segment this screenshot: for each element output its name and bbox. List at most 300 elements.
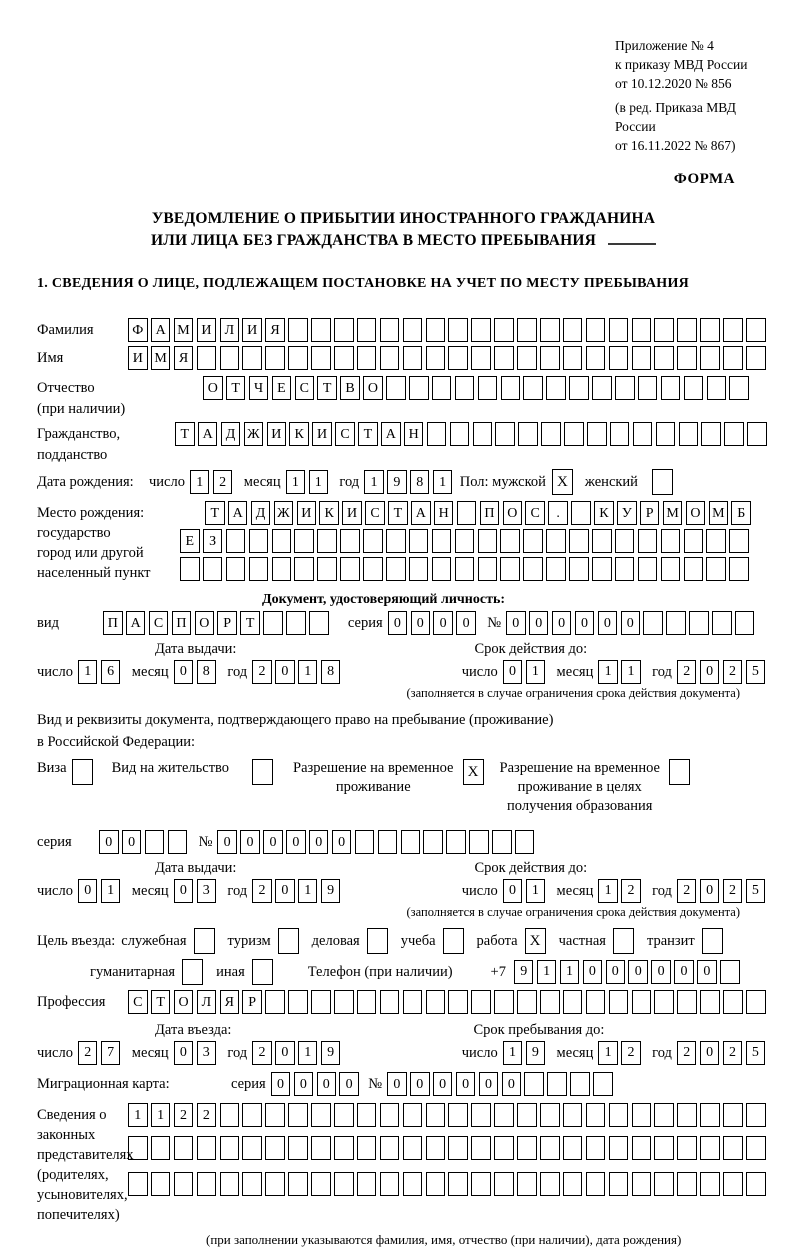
char-cell[interactable]	[563, 990, 583, 1014]
char-cell[interactable]: А	[198, 422, 218, 446]
char-cell[interactable]: О	[174, 990, 194, 1014]
char-cell[interactable]	[457, 501, 477, 525]
char-cell[interactable]: Я	[220, 990, 240, 1014]
char-cell[interactable]: Б	[731, 501, 751, 525]
char-cell[interactable]	[357, 1172, 377, 1196]
char-cell[interactable]: 1	[526, 879, 546, 903]
char-cell[interactable]	[471, 1103, 491, 1127]
char-cell[interactable]	[432, 557, 452, 581]
char-cell[interactable]: 1	[151, 1103, 171, 1127]
char-cell[interactable]	[494, 318, 514, 342]
char-cell[interactable]: 0	[174, 1041, 194, 1065]
char-cell[interactable]	[355, 830, 375, 854]
char-cell[interactable]	[494, 1136, 514, 1160]
char-cell[interactable]	[592, 376, 612, 400]
char-cell[interactable]	[700, 990, 720, 1014]
char-cell[interactable]: 9	[526, 1041, 546, 1065]
char-cell[interactable]: Т	[226, 376, 246, 400]
char-cell[interactable]: 0	[503, 879, 523, 903]
char-cell[interactable]	[226, 557, 246, 581]
char-cell[interactable]: Ф	[128, 318, 148, 342]
char-cell[interactable]: О	[363, 376, 383, 400]
char-cell[interactable]	[471, 1172, 491, 1196]
char-cell[interactable]	[357, 1103, 377, 1127]
char-cell[interactable]: И	[197, 318, 217, 342]
char-cell[interactable]: Е	[180, 529, 200, 553]
char-cell[interactable]: 1	[560, 960, 580, 984]
char-cell[interactable]: 2	[723, 660, 743, 684]
char-cell[interactable]	[363, 529, 383, 553]
char-cell[interactable]	[661, 529, 681, 553]
char-cell[interactable]	[563, 1103, 583, 1127]
char-cell[interactable]	[203, 557, 223, 581]
char-cell[interactable]	[701, 422, 721, 446]
char-cell[interactable]	[615, 529, 635, 553]
char-cell[interactable]	[724, 422, 744, 446]
char-cell[interactable]	[517, 1103, 537, 1127]
char-cell[interactable]: А	[381, 422, 401, 446]
char-cell[interactable]: 1	[598, 660, 618, 684]
char-cell[interactable]: М	[663, 501, 683, 525]
char-cell[interactable]: П	[480, 501, 500, 525]
char-cell[interactable]: К	[319, 501, 339, 525]
char-cell[interactable]	[546, 376, 566, 400]
char-cell[interactable]	[311, 1172, 331, 1196]
char-cell[interactable]	[174, 1136, 194, 1160]
purpose-tourism-checkbox[interactable]	[278, 928, 299, 954]
char-cell[interactable]	[426, 1103, 446, 1127]
char-cell[interactable]	[288, 1103, 308, 1127]
char-cell[interactable]: С	[295, 376, 315, 400]
char-cell[interactable]	[679, 422, 699, 446]
char-cell[interactable]	[492, 830, 512, 854]
char-cell[interactable]	[540, 1136, 560, 1160]
char-cell[interactable]: 0	[529, 611, 549, 635]
char-cell[interactable]	[427, 422, 447, 446]
char-cell[interactable]: 3	[197, 1041, 217, 1065]
char-cell[interactable]	[265, 1172, 285, 1196]
char-cell[interactable]	[309, 611, 329, 635]
char-cell[interactable]: 3	[197, 879, 217, 903]
char-cell[interactable]: 0	[78, 879, 98, 903]
char-cell[interactable]	[334, 1136, 354, 1160]
char-cell[interactable]	[450, 422, 470, 446]
char-cell[interactable]	[197, 346, 217, 370]
char-cell[interactable]	[569, 376, 589, 400]
char-cell[interactable]: 0	[309, 830, 329, 854]
char-cell[interactable]: 0	[294, 1072, 314, 1096]
char-cell[interactable]: 0	[217, 830, 237, 854]
char-cell[interactable]: Л	[197, 990, 217, 1014]
char-cell[interactable]: С	[525, 501, 545, 525]
char-cell[interactable]	[409, 529, 429, 553]
char-cell[interactable]	[242, 1136, 262, 1160]
char-cell[interactable]	[403, 990, 423, 1014]
char-cell[interactable]: Ж	[274, 501, 294, 525]
char-cell[interactable]: И	[267, 422, 287, 446]
char-cell[interactable]: 0	[502, 1072, 522, 1096]
char-cell[interactable]	[448, 990, 468, 1014]
char-cell[interactable]	[340, 529, 360, 553]
char-cell[interactable]	[661, 376, 681, 400]
char-cell[interactable]	[311, 1136, 331, 1160]
char-cell[interactable]	[409, 557, 429, 581]
char-cell[interactable]	[723, 318, 743, 342]
visa-checkbox[interactable]	[72, 759, 93, 785]
char-cell[interactable]: О	[203, 376, 223, 400]
char-cell[interactable]	[689, 611, 709, 635]
char-cell[interactable]	[242, 1103, 262, 1127]
char-cell[interactable]	[272, 529, 292, 553]
char-cell[interactable]	[471, 318, 491, 342]
char-cell[interactable]	[446, 830, 466, 854]
char-cell[interactable]: 0	[263, 830, 283, 854]
char-cell[interactable]	[311, 318, 331, 342]
char-cell[interactable]: 0	[552, 611, 572, 635]
char-cell[interactable]	[265, 990, 285, 1014]
char-cell[interactable]	[586, 1103, 606, 1127]
char-cell[interactable]	[569, 529, 589, 553]
char-cell[interactable]	[500, 557, 520, 581]
char-cell[interactable]	[654, 346, 674, 370]
char-cell[interactable]	[587, 422, 607, 446]
char-cell[interactable]	[426, 1172, 446, 1196]
char-cell[interactable]: 2	[621, 1041, 641, 1065]
char-cell[interactable]	[286, 611, 306, 635]
char-cell[interactable]	[151, 1136, 171, 1160]
char-cell[interactable]: 0	[598, 611, 618, 635]
char-cell[interactable]: У	[617, 501, 637, 525]
char-cell[interactable]: З	[203, 529, 223, 553]
char-cell[interactable]: Ж	[244, 422, 264, 446]
char-cell[interactable]: 1	[598, 1041, 618, 1065]
char-cell[interactable]	[684, 529, 704, 553]
sex-male-checkbox[interactable]: X	[552, 469, 573, 495]
char-cell[interactable]	[334, 1103, 354, 1127]
char-cell[interactable]	[220, 1172, 240, 1196]
char-cell[interactable]: 2	[252, 660, 272, 684]
char-cell[interactable]: 0	[275, 879, 295, 903]
char-cell[interactable]	[197, 1136, 217, 1160]
char-cell[interactable]	[128, 1172, 148, 1196]
char-cell[interactable]	[409, 376, 429, 400]
char-cell[interactable]	[563, 318, 583, 342]
char-cell[interactable]: 1	[309, 470, 329, 494]
char-cell[interactable]	[340, 557, 360, 581]
char-cell[interactable]	[448, 346, 468, 370]
char-cell[interactable]: П	[103, 611, 123, 635]
char-cell[interactable]	[615, 376, 635, 400]
char-cell[interactable]	[288, 990, 308, 1014]
char-cell[interactable]: И	[242, 318, 262, 342]
char-cell[interactable]	[729, 529, 749, 553]
edu-permit-checkbox[interactable]	[669, 759, 690, 785]
char-cell[interactable]	[677, 1103, 697, 1127]
char-cell[interactable]: 2	[252, 879, 272, 903]
char-cell[interactable]	[357, 990, 377, 1014]
char-cell[interactable]	[174, 1172, 194, 1196]
char-cell[interactable]	[448, 1136, 468, 1160]
char-cell[interactable]	[609, 1103, 629, 1127]
char-cell[interactable]: 9	[514, 960, 534, 984]
char-cell[interactable]	[494, 1172, 514, 1196]
char-cell[interactable]	[677, 1172, 697, 1196]
char-cell[interactable]: 5	[746, 879, 766, 903]
char-cell[interactable]: 2	[723, 1041, 743, 1065]
char-cell[interactable]: 1	[128, 1103, 148, 1127]
char-cell[interactable]	[654, 318, 674, 342]
char-cell[interactable]: 0	[479, 1072, 499, 1096]
char-cell[interactable]	[357, 318, 377, 342]
char-cell[interactable]	[723, 1103, 743, 1127]
char-cell[interactable]	[632, 1103, 652, 1127]
char-cell[interactable]	[197, 1172, 217, 1196]
char-cell[interactable]: Ч	[249, 376, 269, 400]
char-cell[interactable]: 1	[190, 470, 210, 494]
char-cell[interactable]	[540, 318, 560, 342]
char-cell[interactable]	[357, 346, 377, 370]
char-cell[interactable]	[380, 1103, 400, 1127]
char-cell[interactable]	[478, 376, 498, 400]
char-cell[interactable]	[426, 318, 446, 342]
char-cell[interactable]	[311, 1103, 331, 1127]
char-cell[interactable]	[677, 346, 697, 370]
char-cell[interactable]	[401, 830, 421, 854]
char-cell[interactable]: 0	[122, 830, 142, 854]
purpose-study-checkbox[interactable]	[443, 928, 464, 954]
char-cell[interactable]	[168, 830, 188, 854]
char-cell[interactable]	[746, 1103, 766, 1127]
char-cell[interactable]	[448, 1103, 468, 1127]
char-cell[interactable]: И	[297, 501, 317, 525]
char-cell[interactable]	[684, 557, 704, 581]
char-cell[interactable]: 1	[621, 660, 641, 684]
char-cell[interactable]: Я	[174, 346, 194, 370]
char-cell[interactable]	[426, 1136, 446, 1160]
char-cell[interactable]: 5	[746, 660, 766, 684]
char-cell[interactable]	[180, 557, 200, 581]
char-cell[interactable]: Т	[151, 990, 171, 1014]
purpose-transit-checkbox[interactable]	[702, 928, 723, 954]
char-cell[interactable]	[426, 346, 446, 370]
char-cell[interactable]: К	[289, 422, 309, 446]
sex-female-checkbox[interactable]	[652, 469, 673, 495]
char-cell[interactable]	[586, 346, 606, 370]
char-cell[interactable]	[448, 318, 468, 342]
char-cell[interactable]	[592, 557, 612, 581]
char-cell[interactable]: 0	[456, 611, 476, 635]
char-cell[interactable]	[609, 346, 629, 370]
char-cell[interactable]	[478, 529, 498, 553]
char-cell[interactable]	[746, 1136, 766, 1160]
char-cell[interactable]	[706, 529, 726, 553]
char-cell[interactable]: К	[594, 501, 614, 525]
char-cell[interactable]: Р	[640, 501, 660, 525]
char-cell[interactable]	[288, 1136, 308, 1160]
char-cell[interactable]	[723, 990, 743, 1014]
char-cell[interactable]	[540, 1172, 560, 1196]
char-cell[interactable]: М	[174, 318, 194, 342]
char-cell[interactable]	[700, 1172, 720, 1196]
char-cell[interactable]	[570, 1072, 590, 1096]
char-cell[interactable]	[563, 1136, 583, 1160]
char-cell[interactable]: 0	[174, 660, 194, 684]
char-cell[interactable]: 1	[598, 879, 618, 903]
char-cell[interactable]: М	[151, 346, 171, 370]
char-cell[interactable]: 0	[286, 830, 306, 854]
char-cell[interactable]: 0	[411, 611, 431, 635]
purpose-official-checkbox[interactable]	[194, 928, 215, 954]
char-cell[interactable]: .	[548, 501, 568, 525]
char-cell[interactable]	[586, 318, 606, 342]
char-cell[interactable]: 8	[197, 660, 217, 684]
char-cell[interactable]	[386, 557, 406, 581]
char-cell[interactable]	[523, 557, 543, 581]
char-cell[interactable]: С	[365, 501, 385, 525]
char-cell[interactable]: 9	[387, 470, 407, 494]
char-cell[interactable]	[249, 557, 269, 581]
temp-permit-checkbox[interactable]: X	[463, 759, 484, 785]
char-cell[interactable]: 0	[606, 960, 626, 984]
char-cell[interactable]	[746, 346, 766, 370]
char-cell[interactable]: 2	[174, 1103, 194, 1127]
char-cell[interactable]: 0	[700, 879, 720, 903]
char-cell[interactable]	[334, 1172, 354, 1196]
char-cell[interactable]	[455, 557, 475, 581]
char-cell[interactable]: 1	[433, 470, 453, 494]
char-cell[interactable]	[357, 1136, 377, 1160]
char-cell[interactable]	[700, 1136, 720, 1160]
char-cell[interactable]: 1	[298, 660, 318, 684]
char-cell[interactable]: Т	[240, 611, 260, 635]
char-cell[interactable]: Т	[205, 501, 225, 525]
char-cell[interactable]	[593, 1072, 613, 1096]
char-cell[interactable]	[288, 318, 308, 342]
char-cell[interactable]: 0	[674, 960, 694, 984]
char-cell[interactable]	[242, 346, 262, 370]
char-cell[interactable]	[654, 1103, 674, 1127]
char-cell[interactable]: В	[340, 376, 360, 400]
char-cell[interactable]	[386, 529, 406, 553]
char-cell[interactable]	[272, 557, 292, 581]
char-cell[interactable]	[677, 1136, 697, 1160]
char-cell[interactable]	[455, 376, 475, 400]
char-cell[interactable]: 9	[321, 879, 341, 903]
char-cell[interactable]: 0	[240, 830, 260, 854]
char-cell[interactable]: 1	[78, 660, 98, 684]
char-cell[interactable]	[638, 376, 658, 400]
char-cell[interactable]	[656, 422, 676, 446]
char-cell[interactable]	[654, 990, 674, 1014]
char-cell[interactable]	[746, 1172, 766, 1196]
char-cell[interactable]	[666, 611, 686, 635]
char-cell[interactable]: 1	[298, 879, 318, 903]
char-cell[interactable]	[317, 557, 337, 581]
char-cell[interactable]	[380, 318, 400, 342]
char-cell[interactable]: 0	[503, 660, 523, 684]
char-cell[interactable]: 0	[575, 611, 595, 635]
purpose-other-checkbox[interactable]	[252, 959, 273, 985]
char-cell[interactable]	[500, 529, 520, 553]
char-cell[interactable]: 0	[433, 611, 453, 635]
char-cell[interactable]: 0	[621, 611, 641, 635]
residence-permit-checkbox[interactable]	[252, 759, 273, 785]
char-cell[interactable]	[540, 1103, 560, 1127]
char-cell[interactable]	[403, 346, 423, 370]
char-cell[interactable]	[226, 529, 246, 553]
char-cell[interactable]	[638, 557, 658, 581]
char-cell[interactable]: П	[172, 611, 192, 635]
char-cell[interactable]	[632, 1136, 652, 1160]
char-cell[interactable]	[609, 318, 629, 342]
char-cell[interactable]	[263, 611, 283, 635]
char-cell[interactable]	[729, 376, 749, 400]
char-cell[interactable]	[700, 346, 720, 370]
char-cell[interactable]	[403, 1103, 423, 1127]
char-cell[interactable]	[455, 529, 475, 553]
char-cell[interactable]	[592, 529, 612, 553]
char-cell[interactable]: А	[411, 501, 431, 525]
char-cell[interactable]	[654, 1136, 674, 1160]
char-cell[interactable]: А	[126, 611, 146, 635]
char-cell[interactable]: Я	[265, 318, 285, 342]
char-cell[interactable]	[473, 422, 493, 446]
char-cell[interactable]	[494, 990, 514, 1014]
char-cell[interactable]	[546, 529, 566, 553]
char-cell[interactable]: 0	[275, 1041, 295, 1065]
char-cell[interactable]: 0	[697, 960, 717, 984]
purpose-business-checkbox[interactable]	[367, 928, 388, 954]
char-cell[interactable]	[495, 422, 515, 446]
char-cell[interactable]	[540, 346, 560, 370]
char-cell[interactable]	[380, 1136, 400, 1160]
char-cell[interactable]	[632, 318, 652, 342]
char-cell[interactable]	[518, 422, 538, 446]
char-cell[interactable]: 0	[387, 1072, 407, 1096]
purpose-work-checkbox[interactable]: X	[525, 928, 546, 954]
char-cell[interactable]: С	[128, 990, 148, 1014]
char-cell[interactable]	[380, 990, 400, 1014]
char-cell[interactable]: 2	[723, 879, 743, 903]
char-cell[interactable]	[471, 990, 491, 1014]
char-cell[interactable]	[609, 990, 629, 1014]
char-cell[interactable]: Л	[220, 318, 240, 342]
char-cell[interactable]	[610, 422, 630, 446]
char-cell[interactable]	[403, 1172, 423, 1196]
char-cell[interactable]	[311, 346, 331, 370]
char-cell[interactable]: 2	[252, 1041, 272, 1065]
char-cell[interactable]: А	[228, 501, 248, 525]
char-cell[interactable]	[317, 529, 337, 553]
char-cell[interactable]: 2	[677, 660, 697, 684]
char-cell[interactable]	[151, 1172, 171, 1196]
char-cell[interactable]	[723, 1172, 743, 1196]
char-cell[interactable]	[677, 318, 697, 342]
char-cell[interactable]	[311, 990, 331, 1014]
char-cell[interactable]: 1	[298, 1041, 318, 1065]
char-cell[interactable]	[524, 1072, 544, 1096]
char-cell[interactable]: 2	[677, 1041, 697, 1065]
char-cell[interactable]	[380, 1172, 400, 1196]
char-cell[interactable]	[380, 346, 400, 370]
char-cell[interactable]	[735, 611, 755, 635]
char-cell[interactable]: 0	[339, 1072, 359, 1096]
char-cell[interactable]	[423, 830, 443, 854]
char-cell[interactable]: Д	[221, 422, 241, 446]
char-cell[interactable]: Р	[242, 990, 262, 1014]
char-cell[interactable]: С	[335, 422, 355, 446]
char-cell[interactable]	[363, 557, 383, 581]
